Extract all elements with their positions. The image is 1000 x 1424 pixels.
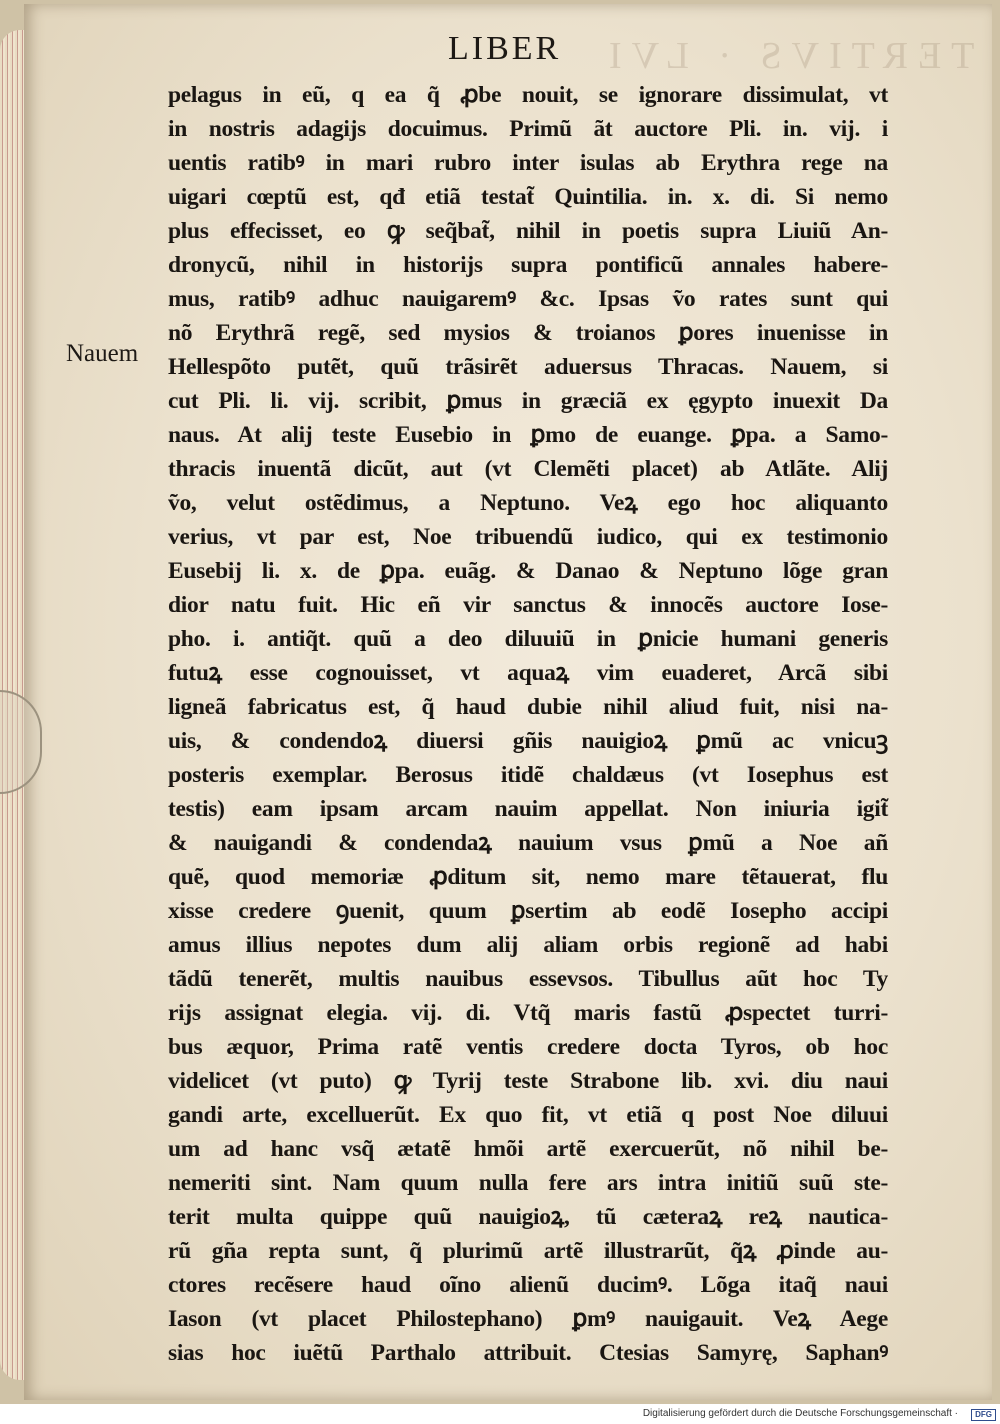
text-line: ligneã fabricatus est, q̃ haud dubie nihil aliud fuit, nisi na- (168, 694, 888, 720)
text-line: bus æquor, Prima ratẽ ventis credere docta Tyros, ob hoc (168, 1034, 888, 1060)
text-line: posteris exemplar. Berosus itidẽ chaldæus (vt Iosephus est (168, 762, 888, 788)
text-line: & nauigandi & condendaꝝ nauium vsus ꝑmũ a Noe añ (168, 830, 888, 856)
text-line: dior natu fuit. Hic eñ vir sanctus & innocẽs auctore Iose- (168, 592, 888, 618)
text-line: Iason (vt placet Philostephano) ꝑmꝰ nauigauit. Veꝝ Aege (168, 1306, 888, 1332)
funding-credit: Digitalisierung gefördert durch die Deutsche Forschungsgemeinschaft · (642, 1408, 958, 1419)
body-text (168, 78, 888, 1370)
text-line: uigari cœptũ est, qđ etiã testat̃ Quintilia. in. x. di. Si nemo (168, 184, 888, 210)
text-line: testis) eam ipsam arcam nauim appellat. Non iniuria igit̃ (168, 796, 888, 822)
margin-note: Nauem (66, 340, 139, 367)
text-line: gandi arte, excelluerũt. Ex quo fit, vt etiã q post Noe diluui (168, 1102, 888, 1128)
text-line: uis, & condendoꝝ diuersi gñis nauigioꝝ ꝑmũ ac vnicuꝫ (168, 728, 888, 754)
text-line: nemeriti sint. Nam quum nulla fere ars intra initiũ suũ ste- (168, 1170, 888, 1196)
text-line: uentis ratibꝰ in mari rubro inter isulas ab Erythra rege na (168, 150, 888, 176)
text-line: tãdũ tenerẽt, multis nauibus essevsos. Tibullus aũt hoc Ty (168, 966, 888, 992)
text-line: terit multa quippe quũ nauigioꝝ, tũ cæteraꝝ reꝝ nautica- (168, 1204, 888, 1230)
text-line: thracis inuentã dicũt, aut (vt Clemẽti placet) ab Atlãte. Alij (168, 456, 888, 482)
text-line: videlicet (vt puto) ꝙ Tyrij teste Strabone lib. xvi. diu naui (168, 1068, 888, 1094)
running-header: LIBER (448, 30, 562, 67)
text-line: amus illius nepotes dum alij aliam orbis regionẽ ad habi (168, 932, 888, 958)
text-line: um ad hanc vsq̃ ætatẽ hmõi artẽ exercuerũt, nõ nihil be- (168, 1136, 888, 1162)
show-through-text: TERTIVS · LVI (598, 35, 974, 77)
text-line: in nostris adagijs docuimus. Primũ ãt auctore Pli. in. vij. i (168, 116, 888, 142)
text-line: verius, vt par est, Noe tribuendũ iudico, qui ex testimonio (168, 524, 888, 550)
text-line: Eusebij li. x. de ꝑpa. euãg. & Danao & Neptuno lõge gran (168, 558, 888, 584)
text-line: futuꝝ esse cognouisset, vt aquaꝝ vim euaderet, Arcã sibi (168, 660, 888, 686)
text-line: nõ Erythrã regẽ, sed mysios & troianos ꝑores inuenisse in (168, 320, 888, 346)
text-line: dronycũ, nihil in historijs supra pontificũ annales habere- (168, 252, 888, 278)
footer-bar (0, 1404, 1000, 1424)
text-line: ṽo, velut ostẽdimus, a Neptuno. Veꝝ ego hoc aliquanto (168, 490, 888, 516)
text-line: ctores recẽsere haud oĩno alienũ ducimꝰ. Lõga itaq̃ naui (168, 1272, 888, 1298)
text-line: cut Pli. li. vij. scribit, ꝑmus in græciã ex ęgypto inuexit Da (168, 388, 888, 414)
text-line: plus effecisset, eo ꝙ seq̃bat̃, nihil in poetis supra Liuiũ An- (168, 218, 888, 244)
text-line: rũ gña repta sunt, q̃ plurimũ artẽ illustrarũt, q̃ꝝ ꝓinde au- (168, 1238, 888, 1264)
text-line: quẽ, quod memoriæ ꝓditum sit, nemo mare tẽtauerat, flu (168, 864, 888, 890)
text-line: rijs assignat elegia. vij. di. Vtq̃ maris fastũ ꝓspectet turri- (168, 1000, 888, 1026)
text-line: pelagus in eũ, q ea q̃ ꝓbe nouit, se ignorare dissimulat, vt (168, 82, 888, 108)
text-line: naus. At alij teste Eusebio in ꝑmo de euange. ꝑpa. a Samo- (168, 422, 888, 448)
text-line: Hellespõto putẽt, quũ trãsirẽt aduersus Thracas. Nauem, si (168, 354, 888, 380)
text-line: pho. i. antiq̃t. quũ a deo diluuiũ in ꝑnicie humani generis (168, 626, 888, 652)
dfg-logo: DFG (971, 1409, 996, 1421)
text-line: mus, ratibꝰ adhuc nauigaremꝰ &c. Ipsas ṽo rates sunt qui (168, 286, 888, 312)
text-line: xisse credere ꝯuenit, quum ꝑsertim ab eodẽ Iosepho accipi (168, 898, 888, 924)
text-line: sias hoc iuẽtũ Parthalo attribuit. Ctesias Samyrę, Saphanꝰ (168, 1340, 888, 1366)
